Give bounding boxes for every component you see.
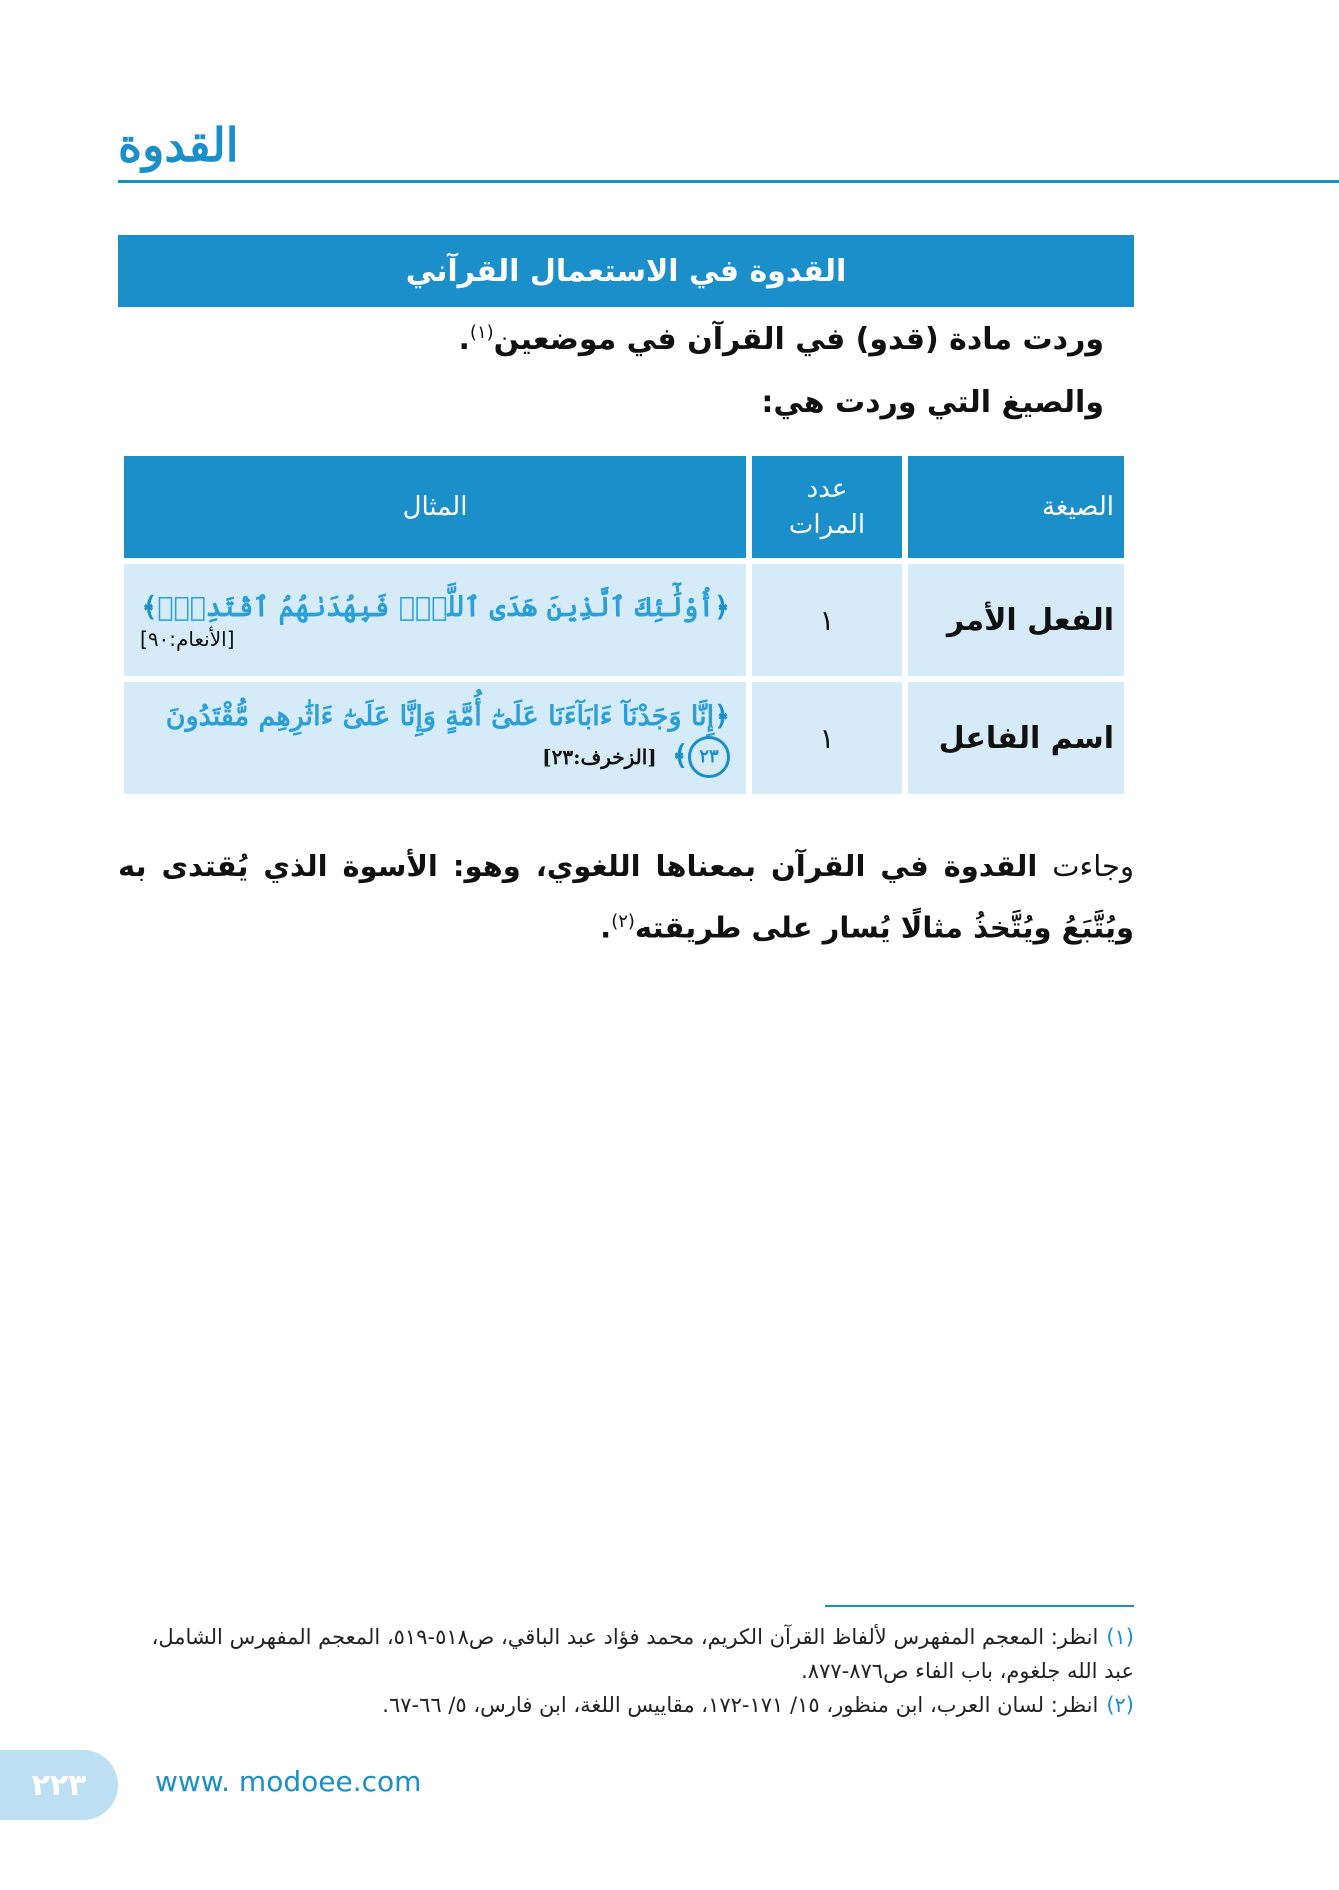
footnote-text: انظر: لسان العرب، ابن منظور، ١٥/ ١٧١-١٧٢، مقاييس اللغة، ابن فارس، ٥/ ٦٦-٦٧. xyxy=(382,1693,1099,1717)
section-header xyxy=(118,235,1134,307)
footnotes xyxy=(118,1620,1134,1722)
footnote xyxy=(118,1688,1134,1722)
header-count-line1: عدد xyxy=(806,473,848,504)
footnote-divider xyxy=(825,1605,1134,1607)
quran-verse xyxy=(140,589,730,627)
forms-table xyxy=(118,450,1130,800)
verse-text: أُوْلَٰٓئِكَ ٱلَّذِينَ هَدَى ٱللَّهُۖ فَبِهُدَىٰهُمُ ٱقْتَدِهْۗ xyxy=(157,592,715,624)
header-form: الصيغة xyxy=(908,456,1124,558)
body-paragraph xyxy=(118,838,1134,956)
row-form: الفعل الأمر xyxy=(908,564,1124,676)
footnote-text: انظر: المعجم المفهرس لألفاظ القرآن الكريم، محمد فؤاد عبد الباقي، ص٥١٨-٥١٩، المعجم المفهرس الشامل، عبد الله جلغوم، باب الفاء ص٨٧٦-٨٧٧. xyxy=(151,1625,1134,1683)
page-number: ٢٢٣ xyxy=(31,1767,87,1803)
verse-open-ornament: ﴿ xyxy=(714,592,730,624)
footnote-number: (١) xyxy=(1106,1625,1134,1649)
section-title: القدوة في الاستعمال القرآني xyxy=(405,253,847,289)
row-form: اسم الفاعل xyxy=(908,682,1124,794)
footnote-number: (٢) xyxy=(1106,1693,1134,1717)
verse-close-ornament: ﴾ xyxy=(672,740,688,772)
body-end: . xyxy=(600,910,612,945)
intro-line2: والصيغ التي وردت هي: xyxy=(761,385,1104,420)
verse-close-ornament: ﴾ xyxy=(141,592,158,624)
body-text: القدوة في القرآن بمعناها اللغوي، وهو: الأسوة الذي يُقتدى به ويُتَّبَعُ ويُتَّخذُ مثالًا يُسار على طريقته xyxy=(118,849,1134,945)
body-lead: وجاءت xyxy=(1052,849,1134,883)
row-example xyxy=(124,564,746,676)
intro-line1-text: وردت مادة (قدو) في القرآن في موضعين xyxy=(493,322,1104,357)
intro-line1-end: . xyxy=(458,322,470,357)
verse-reference: [الزخرف:٢٣] xyxy=(542,745,657,770)
table-row xyxy=(124,564,1124,676)
title-divider xyxy=(118,180,1339,183)
intro-paragraph xyxy=(459,322,1104,357)
row-example xyxy=(124,682,746,794)
ayah-number-icon: ٢٣ xyxy=(688,736,730,778)
row-count: ١ xyxy=(752,564,902,676)
table-row xyxy=(124,682,1124,794)
table-header-row xyxy=(124,456,1124,558)
verse-reference: [الأنعام:٩٠] xyxy=(140,626,235,651)
header-count xyxy=(752,456,902,558)
header-example: المثال xyxy=(124,456,746,558)
footnote xyxy=(118,1620,1134,1688)
footnote-ref-1[interactable]: (١) xyxy=(469,322,494,343)
page-number-badge xyxy=(0,1750,118,1820)
website-link[interactable]: www. modoee.com xyxy=(155,1765,422,1798)
verse-text: إِنَّا وَجَدْنَآ ءَابَآءَنَا عَلَىٰٓ أُمَّةٍ وَإِنَّا عَلَىٰٓ ءَاثَٰرِهِم مُّقْتَدُونَ xyxy=(165,701,715,733)
verse-open-ornament: ﴿ xyxy=(714,701,730,733)
header-count-line2: المرات xyxy=(788,510,866,540)
page-title: القدوة xyxy=(118,118,239,172)
row-count: ١ xyxy=(752,682,902,794)
quran-verse xyxy=(140,698,730,778)
footnote-ref-2[interactable]: (٢) xyxy=(611,911,635,932)
